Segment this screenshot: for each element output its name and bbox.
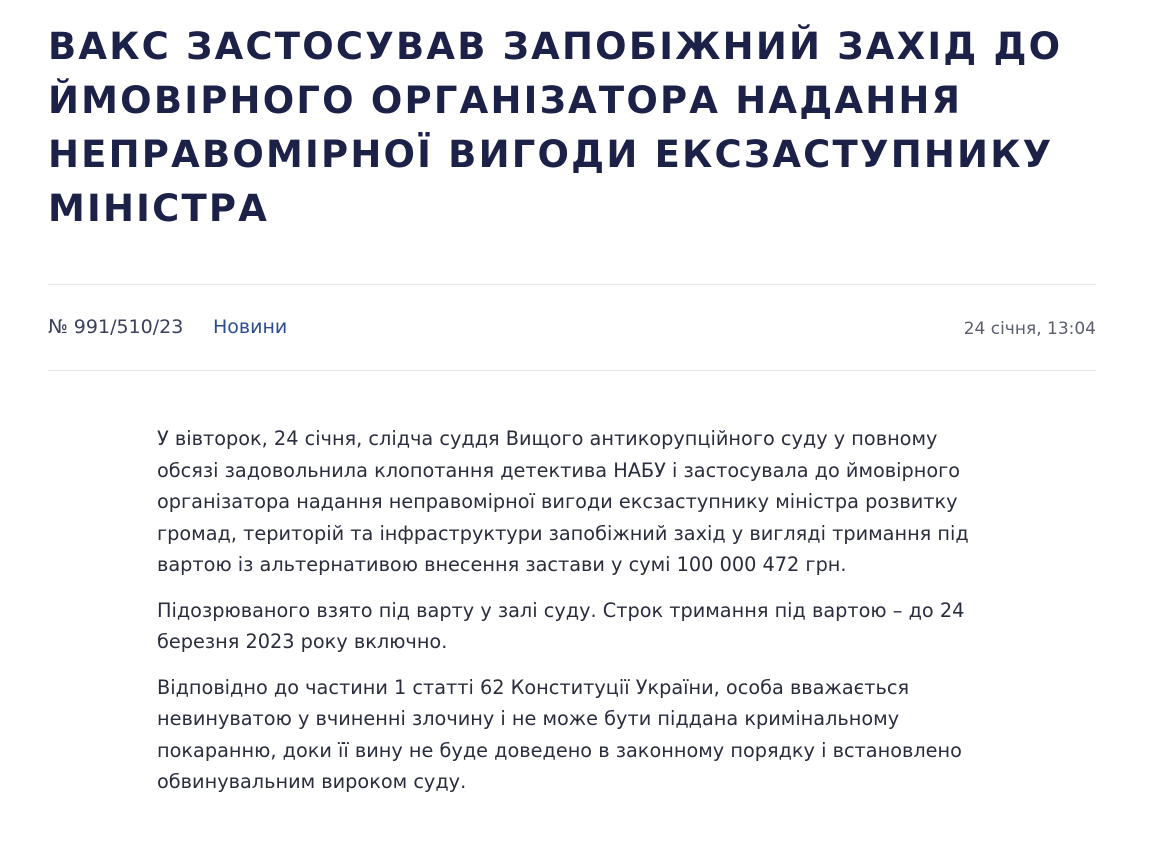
article-paragraph: Відповідно до частини 1 статті 62 Конституції України, особа вважається невинуватою у вчиненні злочину і не може бути піддана кримінальному покаранню, доки її вину не буде доведено в законному порядку і встановлено обвинувальним вироком суду.: [157, 675, 962, 793]
article-body: [157, 423, 997, 812]
category-link[interactable]: Новини: [213, 316, 288, 338]
article-paragraph: Підозрюваного взято під варту у залі суду. Строк тримання під вартою – до 24 березня 2023 року включно.: [157, 598, 965, 653]
case-number: № 991/510/23: [48, 316, 184, 338]
publish-date: 24 січня, 13:04: [963, 319, 1096, 339]
article-title: ВАКС ЗАСТОСУВАВ ЗАПОБІЖНИЙ ЗАХІД ДО ЙМОВІРНОГО ОРГАНІЗАТОРА НАДАННЯ НЕПРАВОМІРНОЇ ВИГОДИ ЕКСЗАСТУПНИКУ МІНІСТРА: [48, 25, 1063, 230]
bottom-divider: [48, 370, 1096, 371]
article-meta: [48, 312, 1096, 342]
top-divider: [48, 284, 1096, 285]
article-paragraph: У вівторок, 24 січня, слідча суддя Вищого антикорупційного суду у повному обсязі задовольнила клопотання детектива НАБУ і застосувала до ймовірного організатора надання неправомірної вигоди ексзаступнику міністра розвитку громад, територій та інфраструктури запобіжний захід у вигляді тримання під вартою із альтернативою внесення застави у сумі 100 000 472 грн.: [157, 427, 969, 576]
